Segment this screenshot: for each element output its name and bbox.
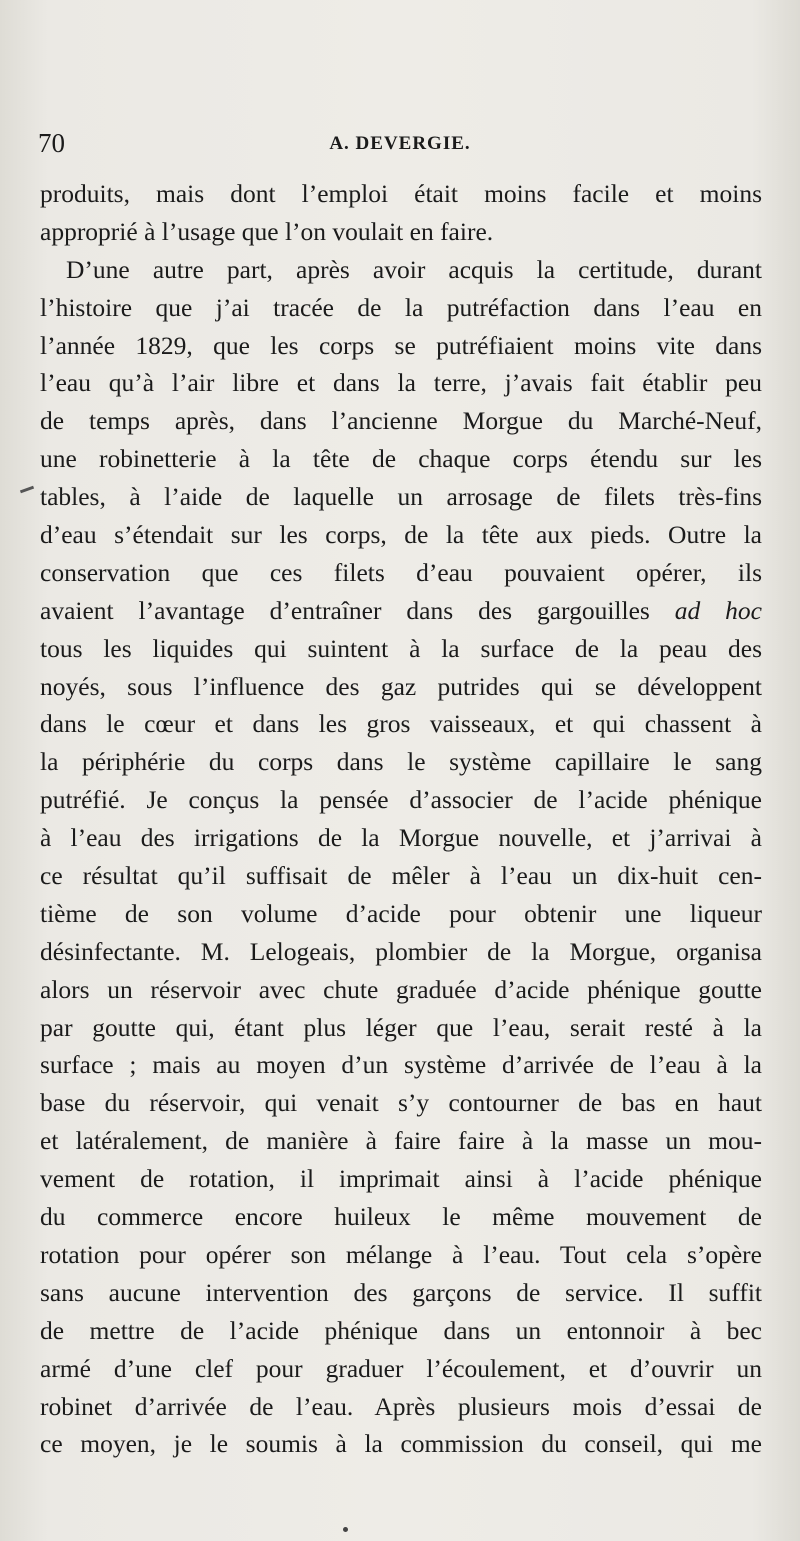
text-line: l’année 1829, que les corps se putréfiaient moins vite dans [40,330,762,360]
text-line: dans le cœur et dans les gros vaisseaux, et qui chassent à [40,709,762,739]
text-line: base du réservoir, qui venait s’y contourner de bas en haut [40,1088,762,1118]
text-line: conservation que ces filets d’eau pouvaient opérer, ils [40,557,762,587]
text-line: robinet d’arrivée de l’eau. Après plusieurs mois d’essai de [40,1391,762,1421]
text-line: rotation pour opérer son mélange à l’eau. Tout cela s’opère [40,1239,762,1269]
text-line: tous les liquides qui suintent à la surface de la peau des [40,633,762,663]
ink-dot [343,1527,348,1532]
text-line: d’eau s’étendait sur les corps, de la tête aux pieds. Outre la [40,520,762,550]
page-header [38,128,762,164]
text-line: alors un réservoir avec chute graduée d’acide phénique goutte [40,974,762,1004]
page-number: 70 [38,128,65,158]
text-line: et latéralement, de manière à faire faire à la masse un mou- [40,1126,762,1156]
text-line: tables, à l’aide de laquelle un arrosage de filets très-fins [40,482,762,512]
text-line: la périphérie du corps dans le système capillaire le sang [40,747,762,777]
text-line: une robinetterie à la tête de chaque corps étendu sur les [40,444,762,474]
italic-phrase: ad hoc [674,595,762,625]
text-line: approprié à l’usage que l’on voulait en faire. [40,216,494,246]
text-line: l’eau qu’à l’air libre et dans la terre, j’avais fait établir peu [40,368,762,398]
text-line: vement de rotation, il imprimait ainsi à l’acide phénique [40,1164,762,1194]
text-line: armé d’une clef pour graduer l’écoulement, et d’ouvrir un [40,1353,762,1383]
text-line: de mettre de l’acide phénique dans un entonnoir à bec [40,1315,762,1345]
text-line: ce résultat qu’il suffisait de mêler à l’eau un dix-huit cen- [40,861,762,891]
text-line: de temps après, dans l’ancienne Morgue du Marché-Neuf, [40,406,762,436]
body-text [40,175,762,1463]
margin-mark [20,486,34,494]
text-line: avaient l’avantage d’entraîner dans des gargouilles ad hoc [40,595,762,625]
text-line: désinfectante. M. Lelogeais, plombier de la Morgue, organisa [40,936,762,966]
text-line: sans aucune intervention des garçons de service. Il suffit [40,1277,762,1307]
text-line: du commerce encore huileux le même mouvement de [40,1202,762,1232]
text-line: à l’eau des irrigations de la Morgue nouvelle, et j’arrivai à [40,823,762,853]
text-line: surface ; mais au moyen d’un système d’arrivée de l’eau à la [40,1050,762,1080]
text-line: produits, mais dont l’emploi était moins facile et moins [40,179,762,208]
text-line: tième de son volume d’acide pour obtenir une liqueur [40,898,762,928]
running-head: A. DEVERGIE. [329,133,471,154]
text-line: D’une autre part, après avoir acquis la certitude, durant [66,254,762,284]
text-line: ce moyen, je le soumis à la commission du conseil, qui me [40,1429,762,1459]
text-line: l’histoire que j’ai tracée de la putréfaction dans l’eau en [40,292,762,322]
text-line: putréfié. Je conçus la pensée d’associer de l’acide phénique [40,785,762,815]
text-line: par goutte qui, étant plus léger que l’eau, serait resté à la [40,1012,762,1042]
text-line: noyés, sous l’influence des gaz putrides qui se développent [40,671,762,701]
